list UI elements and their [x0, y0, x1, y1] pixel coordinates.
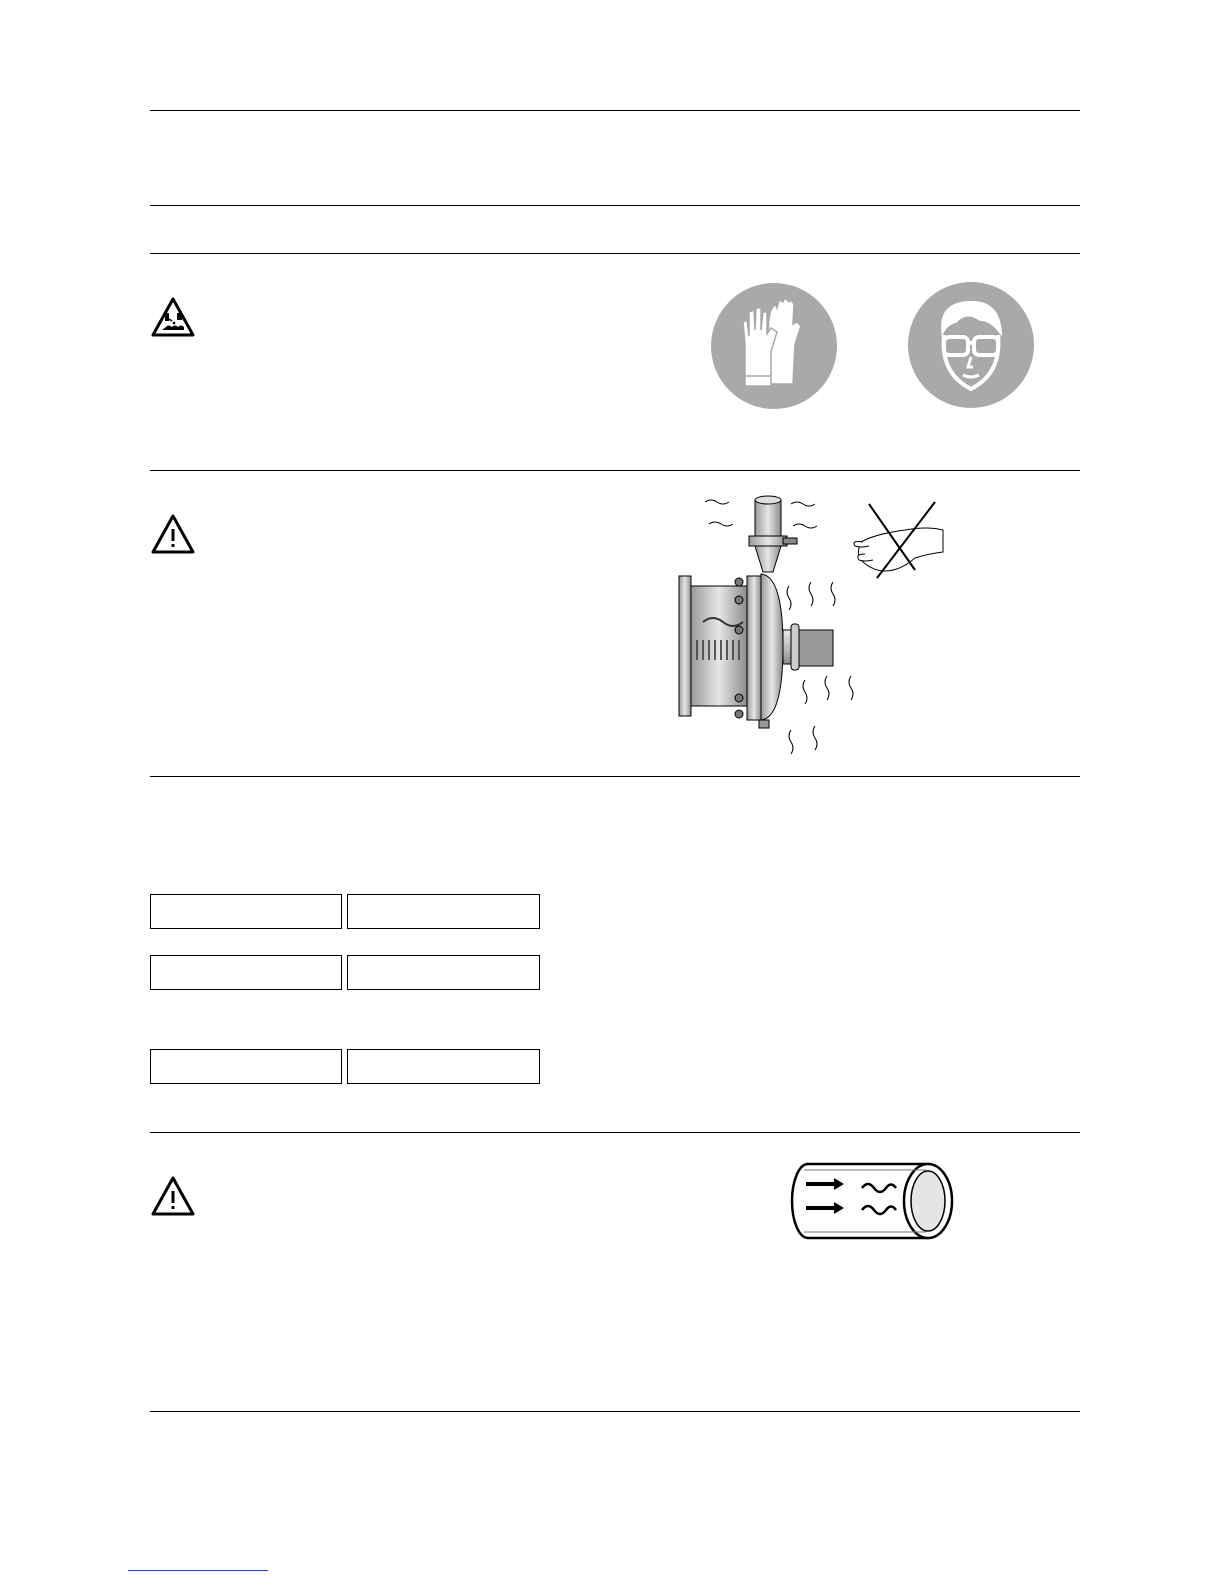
- hot-pump-do-not-touch-illustration: [665, 490, 955, 760]
- pipe-flow-illustration: [788, 1160, 958, 1242]
- rule-bottom: [150, 1411, 1080, 1412]
- rule-section-3-top: [150, 776, 1080, 777]
- rule-top: [150, 110, 1080, 111]
- field-box-1a: [150, 894, 342, 929]
- field-box-1b: [347, 894, 540, 929]
- corrosive-warning-icon: [150, 296, 196, 338]
- protective-gloves-icon: [709, 282, 839, 410]
- footer-link[interactable]: [128, 1570, 268, 1571]
- safety-goggles-icon: [906, 281, 1036, 409]
- field-box-2b: [347, 955, 540, 990]
- rule-section-1-top: [150, 253, 1080, 254]
- field-box-3a: [150, 1049, 342, 1084]
- field-box-3b: [347, 1049, 540, 1084]
- rule-section-2-top: [150, 470, 1080, 471]
- rule-header-bottom: [150, 205, 1080, 206]
- general-warning-icon: [150, 513, 196, 555]
- general-warning-icon: [150, 1175, 196, 1217]
- field-box-2a: [150, 955, 342, 990]
- rule-section-4-top: [150, 1132, 1080, 1133]
